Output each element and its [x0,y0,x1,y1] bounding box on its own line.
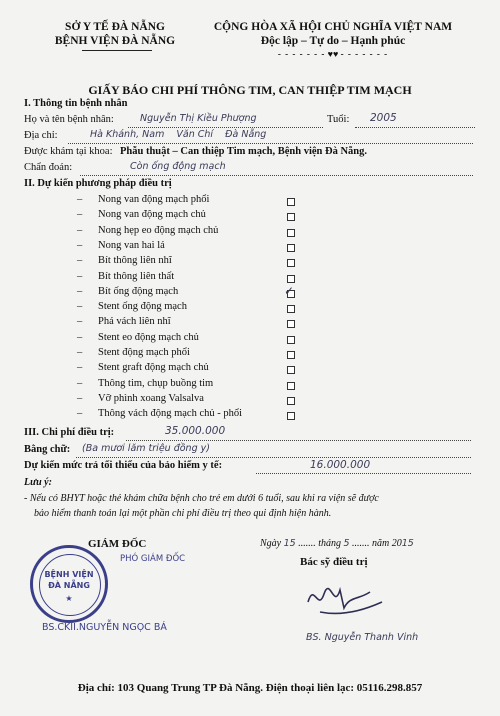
list-bullet: – [77,286,83,297]
year-label: năm 20 [372,538,402,549]
cost-in-words-label: Bằng chữ: [24,444,71,455]
day-label: Ngày [260,538,282,549]
nation-motto: Độc lập – Tự do – Hạnh phúc [260,35,406,47]
notes-line-2: bảo hiểm thanh toán lại một phần chi phí điều trị theo qui định hiện hành. [34,508,332,519]
treatment-checkbox[interactable] [287,275,295,283]
age-value: 2005 [370,112,397,124]
treatment-label: Nong van động mạch phổi [98,194,210,205]
notes-line-1: - Nếu có BHYT hoặc thẻ khám chữa bệnh cho trẻ em dưới 6 tuổi, sau khi ra viện sẽ được [24,493,379,504]
treatment-label: Stent động mạch phổi [98,347,190,358]
header-underline-left [82,50,152,51]
ornament: - - - - - - - ♥♥ - - - - - - - [277,49,389,59]
day-value: 15 [283,538,296,549]
document-title: GIẤY BÁO CHI PHÍ THÔNG TIM, CAN THIỆP TIM MẠCH [88,83,412,97]
patient-name-label: Họ và tên bệnh nhân: [24,114,114,125]
treatment-label: Stent graft động mạch chủ [98,362,209,373]
section2-heading: II. Dự kiến phương pháp điều trị [24,178,172,189]
insurance-label: Dự kiến mức trả tối thiểu của bảo hiểm y tế: [24,460,223,471]
vice-director-stamp: PHÓ GIÁM ĐỐC [120,554,186,564]
director-name: BS.CKII.NGUYỄN NGỌC BÁ [42,622,167,633]
age-label: Tuổi: [327,114,350,125]
treatment-label: Bít thông liên nhĩ [98,255,172,266]
signing-date: Ngày 15 ....... tháng 5 ....... năm 2015 [260,538,414,549]
issuer-block [30,20,200,48]
nation-title: CỘNG HÒA XÃ HỘI CHỦ NGHĨA VIỆT NAM [213,21,453,33]
treatment-checkbox[interactable] [287,213,295,221]
department-name: SỞ Y TẾ ĐÀ NẴNG [65,21,165,33]
treatment-checkbox[interactable] [287,320,295,328]
treatment-checkbox[interactable] [287,305,295,313]
list-bullet: – [77,240,83,251]
patient-name-value: Nguyễn Thị Kiều Phượng [140,113,257,124]
treatment-checkbox[interactable] [287,244,295,252]
treatment-checkbox[interactable] [287,259,295,267]
list-bullet: – [77,209,83,220]
treatment-checkbox[interactable] [287,336,295,344]
section1-heading: I. Thông tin bệnh nhân [24,98,128,109]
hospital-name: BỆNH VIỆN ĐÀ NẴNG [54,35,176,47]
treatment-label: Nong hẹp eo động mạch chủ [98,225,219,236]
list-bullet: – [77,255,83,266]
footer-address: Địa chỉ: 103 Quang Trung TP Đà Nẵng. Điện thoại liên lạc: 05116.298.857 [77,682,423,694]
list-bullet: – [77,316,83,327]
list-bullet: – [77,225,83,236]
doctor-signature [300,572,390,622]
treatment-label: Thông tim, chụp buồng tim [98,378,214,389]
nation-block [178,20,488,60]
treatment-label: Stent eo động mạch chủ [98,332,199,343]
treatment-checkbox[interactable] [287,397,295,405]
treatment-checkbox[interactable] [287,382,295,390]
heart-icon-2: ♥ [333,49,339,59]
treatment-checkbox[interactable] [287,351,295,359]
list-bullet: – [77,301,83,312]
month-label: tháng [318,538,341,549]
treatment-label: Stent ống động mạch [98,301,187,312]
cost-value: 35.000.000 [165,425,226,437]
treatment-checkbox[interactable] [287,366,295,374]
treatment-label: Vỡ phình xoang Valsalva [98,393,204,404]
department-value: Phẫu thuật – Can thiệp Tim mạch, Bệnh viện Đà Nẵng. [120,146,367,157]
heart-icon: ♥ [327,49,333,59]
treatment-label: Thông vách động mạch chủ - phổi [98,408,243,419]
star-icon: ★ [65,594,73,603]
director-title: GIÁM ĐỐC [88,538,147,550]
list-bullet: – [77,194,83,205]
diagnosis-label: Chẩn đoán: [24,162,73,173]
hospital-stamp [30,545,108,623]
doctor-name: BS. Nguyễn Thanh Vinh [306,632,419,643]
year-value: 15 [401,538,414,549]
list-bullet: – [77,378,83,389]
cost-label: III. Chi phí điều trị: [24,427,115,438]
check-mark-icon: ✓ [284,284,295,298]
cost-in-words-value: (Ba mươi lăm triệu đồng y) [82,443,210,454]
list-bullet: – [77,347,83,358]
doctor-title: Bác sỹ điều trị [300,556,368,568]
treatment-label: Phá vách liên nhĩ [98,316,171,327]
list-bullet: – [77,271,83,282]
treatment-label: Bít ống động mạch [98,286,179,297]
notes-heading: Lưu ý: [24,477,52,488]
treatment-label: Nong van hai lá [98,240,165,251]
department-label: Được khám tại khoa: [24,146,113,157]
treatment-checkbox[interactable] [287,412,295,420]
treatment-checkbox[interactable] [287,198,295,206]
address-value: Hà Khánh, Nam Văn Chí Đà Nẵng [90,129,267,140]
treatment-label: Nong van động mạch chủ [98,209,206,220]
treatment-label: Bít thông liên thất [98,271,175,282]
treatment-checkbox[interactable] [287,229,295,237]
stamp-text-top: BỆNH VIỆN [44,570,94,579]
list-bullet: – [77,393,83,404]
list-bullet: – [77,408,83,419]
month-value: 5 [343,538,350,549]
diagnosis-value: Còn ống động mạch [130,161,226,172]
list-bullet: – [77,362,83,373]
insurance-value: 16.000.000 [310,459,371,471]
stamp-text-mid: ĐÀ NẴNG [48,581,90,590]
list-bullet: – [77,332,83,343]
address-label: Địa chỉ: [24,130,58,141]
